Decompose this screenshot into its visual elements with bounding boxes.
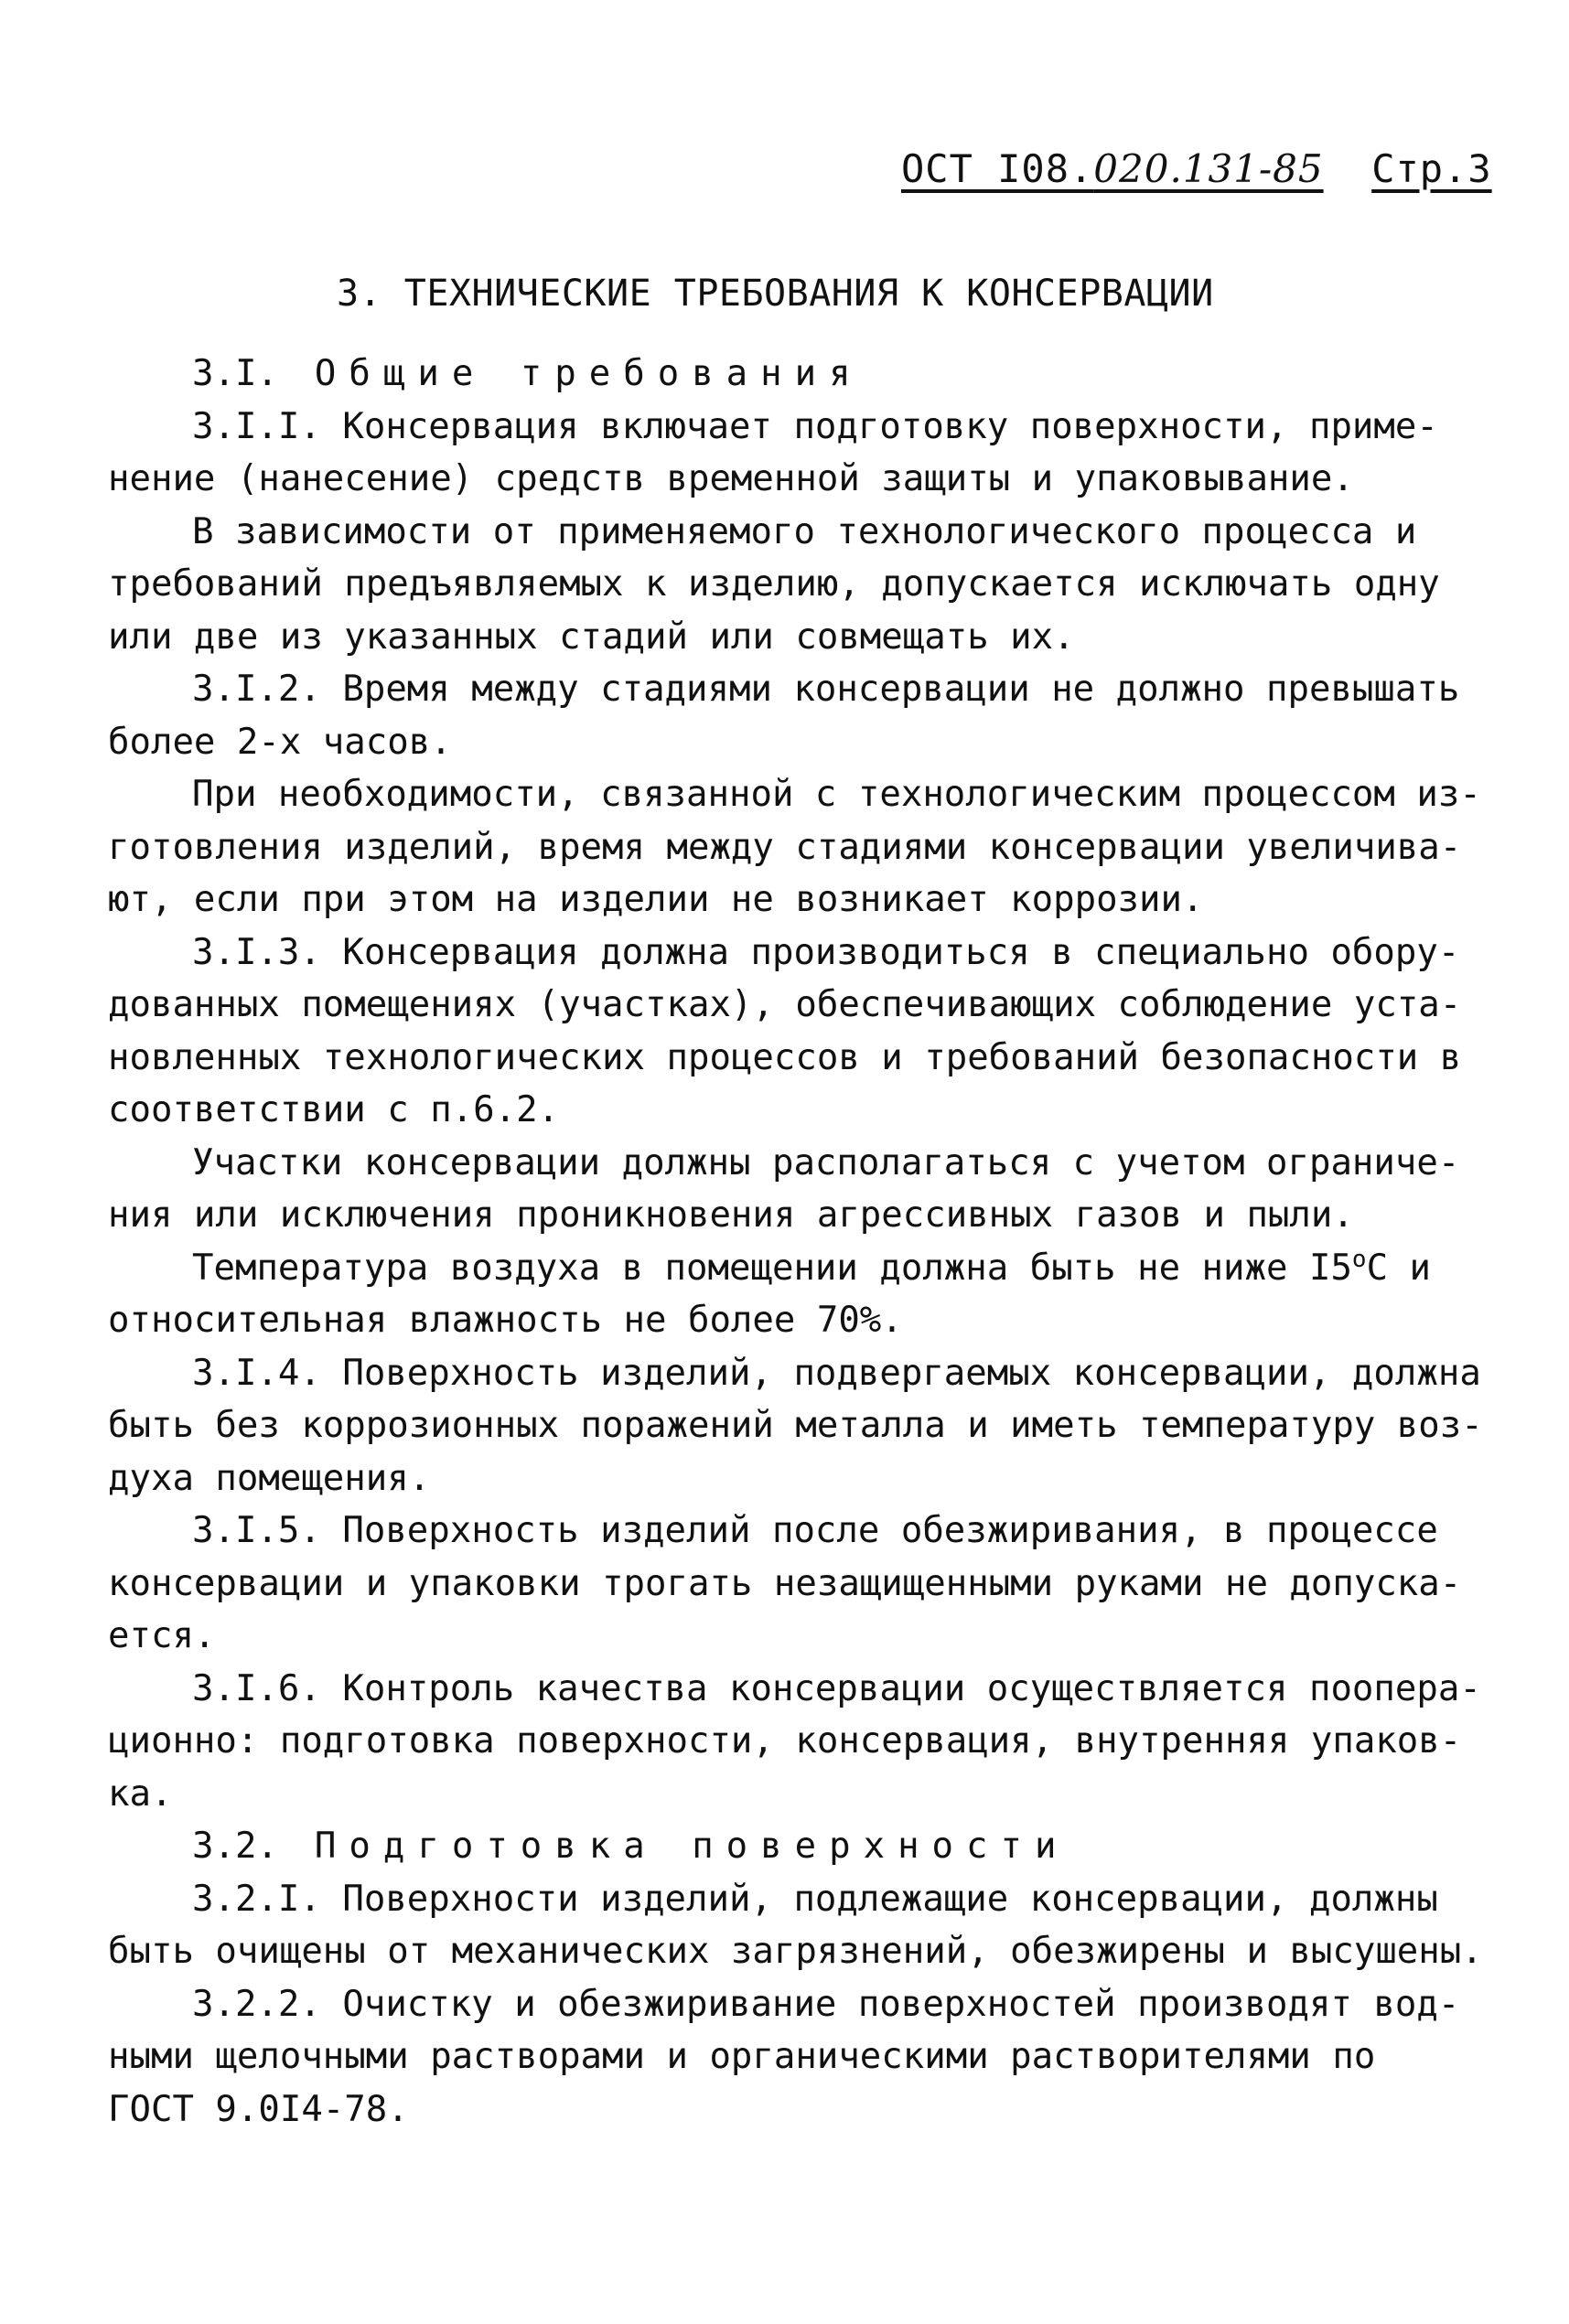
text-line: В зависимости от применяемого технологического процесса и: [192, 510, 1417, 552]
text-line: дованных помещениях (участках), обеспечивающих соблюдение уста-: [108, 984, 1462, 1025]
text-line: 3.I.I. Консервация включает подготовку поверхности, приме-: [192, 405, 1438, 447]
section-title: 3. ТЕХНИЧЕСКИЕ ТРЕБОВАНИЯ К КОНСЕРВАЦИИ: [337, 273, 1214, 315]
text-line: При необходимости, связанной с технологическим процессом из-: [192, 774, 1481, 815]
text-line: нение (нанесение) средств временной защиты и упаковывание.: [108, 458, 1354, 499]
text-line: или две из указанных стадий или совмещать их.: [108, 616, 1075, 658]
text-line: быть без коррозионных поражений металла и иметь температуру воз-: [108, 1405, 1483, 1446]
text-line: ка.: [108, 1772, 173, 1815]
doc-code-handwritten: 020.131-85: [1093, 146, 1324, 191]
text-line-temperature: [108, 1242, 1462, 1295]
text-line: ными щелочными растворами и органическими растворителями по: [108, 2036, 1376, 2077]
text-line: готовления изделий, время между стадиями консервации увеличива-: [108, 826, 1462, 868]
doc-code-prefix: ОСТ I08.: [901, 146, 1094, 191]
text-line: 3.2.2. Очистку и обезжиривание поверхностей производят вод-: [192, 1983, 1460, 2025]
subsection-number: 3.I.: [192, 353, 278, 394]
body-text: [108, 348, 1483, 2136]
text-line: 3.2.I. Поверхности изделий, подлежащие консервации, должны: [192, 1878, 1438, 1920]
text-line: ционно: подготовка поверхности, консервация, внутренняя упаков-: [108, 1720, 1462, 1762]
subsection-title: Подготовка поверхности: [314, 1826, 1069, 1867]
text-line: требований предъявляемых к изделию, допускается исключать одну: [108, 563, 1440, 605]
temperature-text: Температура воздуха в помещении должна быть не ниже I5: [192, 1247, 1352, 1289]
subsection-number: 3.2.: [192, 1826, 278, 1867]
text-line: ГОСТ 9.0I4-78.: [108, 2088, 409, 2130]
text-line: ния или исключения проникновения агрессивных газов и пыли.: [108, 1194, 1354, 1236]
text-line: консервации и упаковки трогать незащищенными руками не допуска-: [108, 1562, 1462, 1604]
subsection-title: Общие требования: [314, 353, 864, 394]
text-line: относительная влажность не более 70%.: [108, 1300, 903, 1341]
text-line: более 2-х часов.: [108, 721, 452, 763]
temperature-unit-tail: С и: [1366, 1247, 1432, 1289]
text-line: ется.: [108, 1615, 216, 1656]
text-line: новленных технологических процессов и требований безопасности в: [108, 1036, 1462, 1078]
text-line: соответствии с п.6.2.: [108, 1089, 560, 1130]
page-number: Стр.3: [1371, 146, 1492, 191]
text-line: Участки консервации должны располагаться с учетом ограниче-: [192, 1141, 1460, 1183]
text-line: быть очищены от механических загрязнений, обезжирены и высушены.: [108, 1931, 1483, 1972]
subsection-heading-3-1: [108, 348, 1462, 401]
text-line: 3.I.3. Консервация должна производиться в специально обору-: [192, 931, 1460, 973]
text-line: 3.I.2. Время между стадиями консервации не должно превышать: [192, 669, 1460, 710]
text-line: духа помещения.: [108, 1457, 431, 1499]
degree-sign: о: [1351, 1245, 1367, 1273]
text-line: 3.I.5. Поверхность изделий после обезжиривания, в процессе: [192, 1510, 1438, 1551]
subsection-heading-3-2: [108, 1820, 1462, 1873]
text-line: 3.I.6. Контроль качества консервации осуществляется пооперa-: [192, 1667, 1481, 1709]
page-header: [901, 146, 1492, 191]
text-line: ют, если при этом на изделии не возникает коррозии.: [108, 879, 1204, 920]
text-line: 3.I.4. Поверхность изделий, подвергаемых консервации, должна: [192, 1352, 1481, 1394]
